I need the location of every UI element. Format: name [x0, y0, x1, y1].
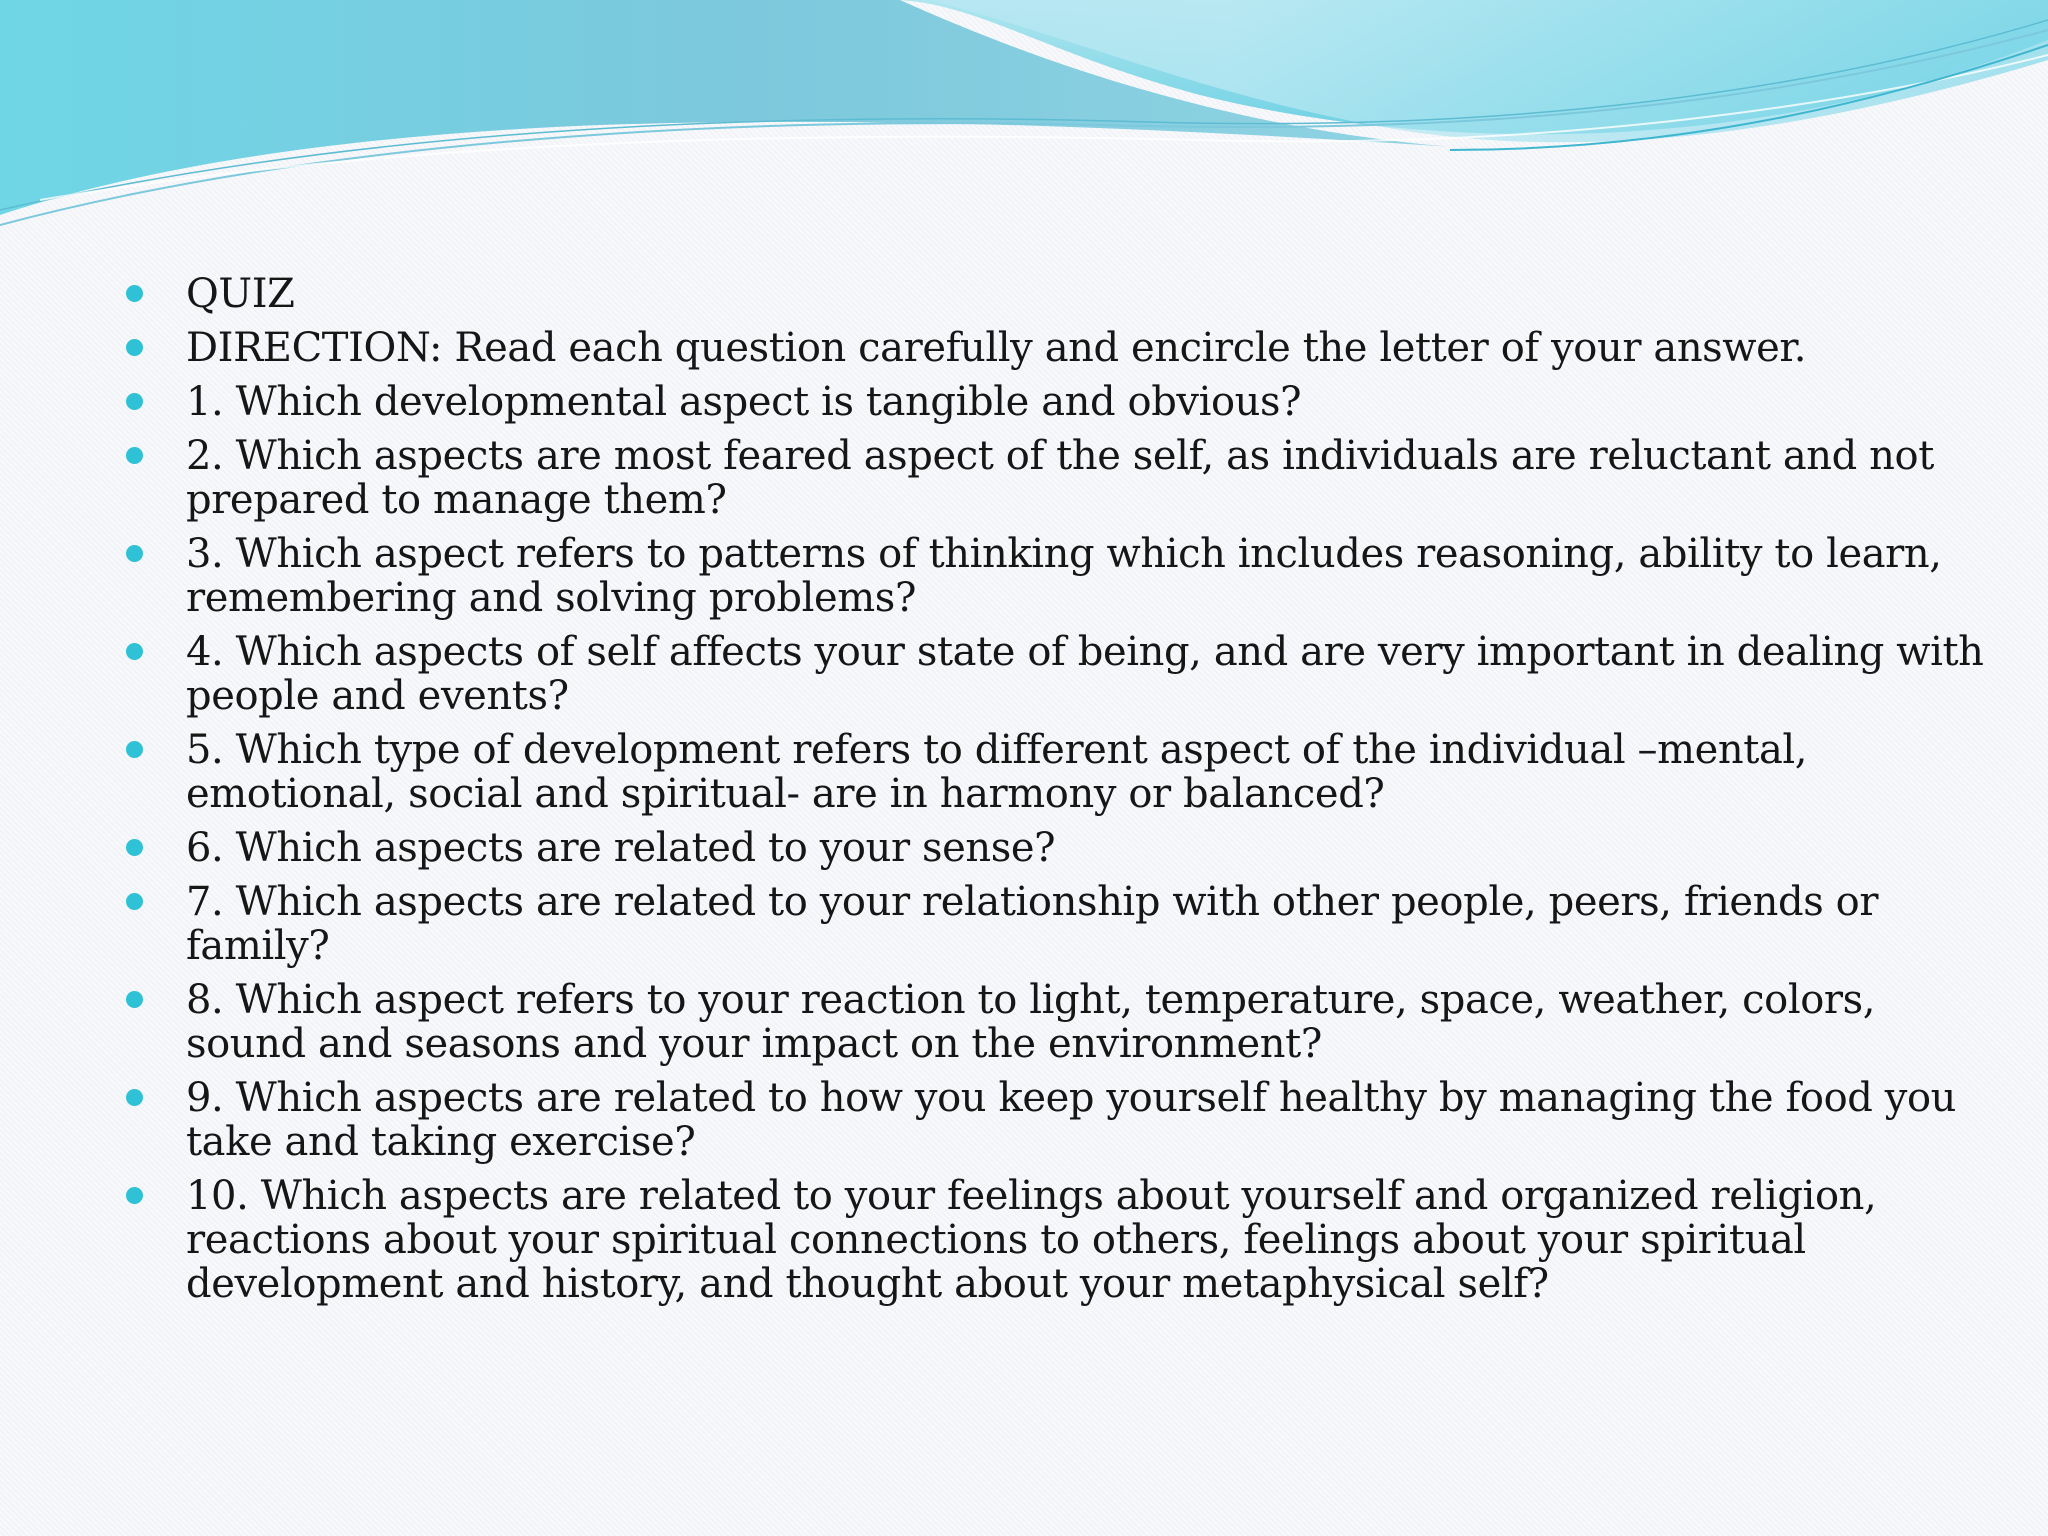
list-item-question-10 — [126, 1174, 2006, 1306]
bullet-icon — [126, 393, 143, 410]
bullet-icon — [126, 1187, 143, 1204]
list-item-text: 10. Which aspects are related to your feelings about yourself and organized religion, reactions about your spiritual connections to others, feelings about your spiritual development and history, and thought about your metaphysical self? — [186, 1173, 1877, 1307]
question-list — [126, 272, 2006, 1316]
header-wave-decoration — [0, 0, 2048, 240]
list-item-question-8 — [126, 978, 2006, 1066]
list-item-text: 2. Which aspects are most feared aspect of the self, as individuals are reluctant and not prepared to manage them? — [186, 433, 1934, 523]
bullet-icon — [126, 339, 143, 356]
list-item-text: 8. Which aspect refers to your reaction to light, temperature, space, weather, colors, sound and seasons and your impact on the environment? — [186, 977, 1876, 1067]
list-item-text: QUIZ — [186, 271, 295, 317]
list-item-question-1 — [126, 380, 2006, 424]
bullet-icon — [126, 285, 143, 302]
bullet-icon — [126, 643, 143, 660]
bullet-icon — [126, 991, 143, 1008]
list-item-direction — [126, 326, 2006, 370]
bullet-icon — [126, 1089, 143, 1106]
list-item-quiz-heading — [126, 272, 2006, 316]
list-item-text: 1. Which developmental aspect is tangible and obvious? — [186, 379, 1302, 425]
list-item-question-7 — [126, 880, 2006, 968]
list-item-question-2 — [126, 434, 2006, 522]
list-item-question-9 — [126, 1076, 2006, 1164]
list-item-question-5 — [126, 728, 2006, 816]
list-item-question-3 — [126, 532, 2006, 620]
list-item-text: 6. Which aspects are related to your sense? — [186, 825, 1056, 871]
list-item-question-4 — [126, 630, 2006, 718]
list-item-text: 3. Which aspect refers to patterns of thinking which includes reasoning, ability to learn, remembering and solving problems? — [186, 531, 1942, 621]
list-item-text: 4. Which aspects of self affects your state of being, and are very important in dealing with people and events? — [186, 629, 1984, 719]
list-item-text: DIRECTION: Read each question carefully and encircle the letter of your answer. — [186, 325, 1807, 371]
bullet-icon — [126, 893, 143, 910]
bullet-icon — [126, 741, 143, 758]
bullet-icon — [126, 545, 143, 562]
list-item-text: 7. Which aspects are related to your relationship with other people, peers, friends or family? — [186, 879, 1879, 969]
list-item-text: 5. Which type of development refers to different aspect of the individual –mental, emotional, social and spiritual- are in harmony or balanced? — [186, 727, 1808, 817]
list-item-question-6 — [126, 826, 2006, 870]
bullet-icon — [126, 839, 143, 856]
list-item-text: 9. Which aspects are related to how you keep yourself healthy by managing the food you take and taking exercise? — [186, 1075, 1957, 1165]
bullet-icon — [126, 447, 143, 464]
